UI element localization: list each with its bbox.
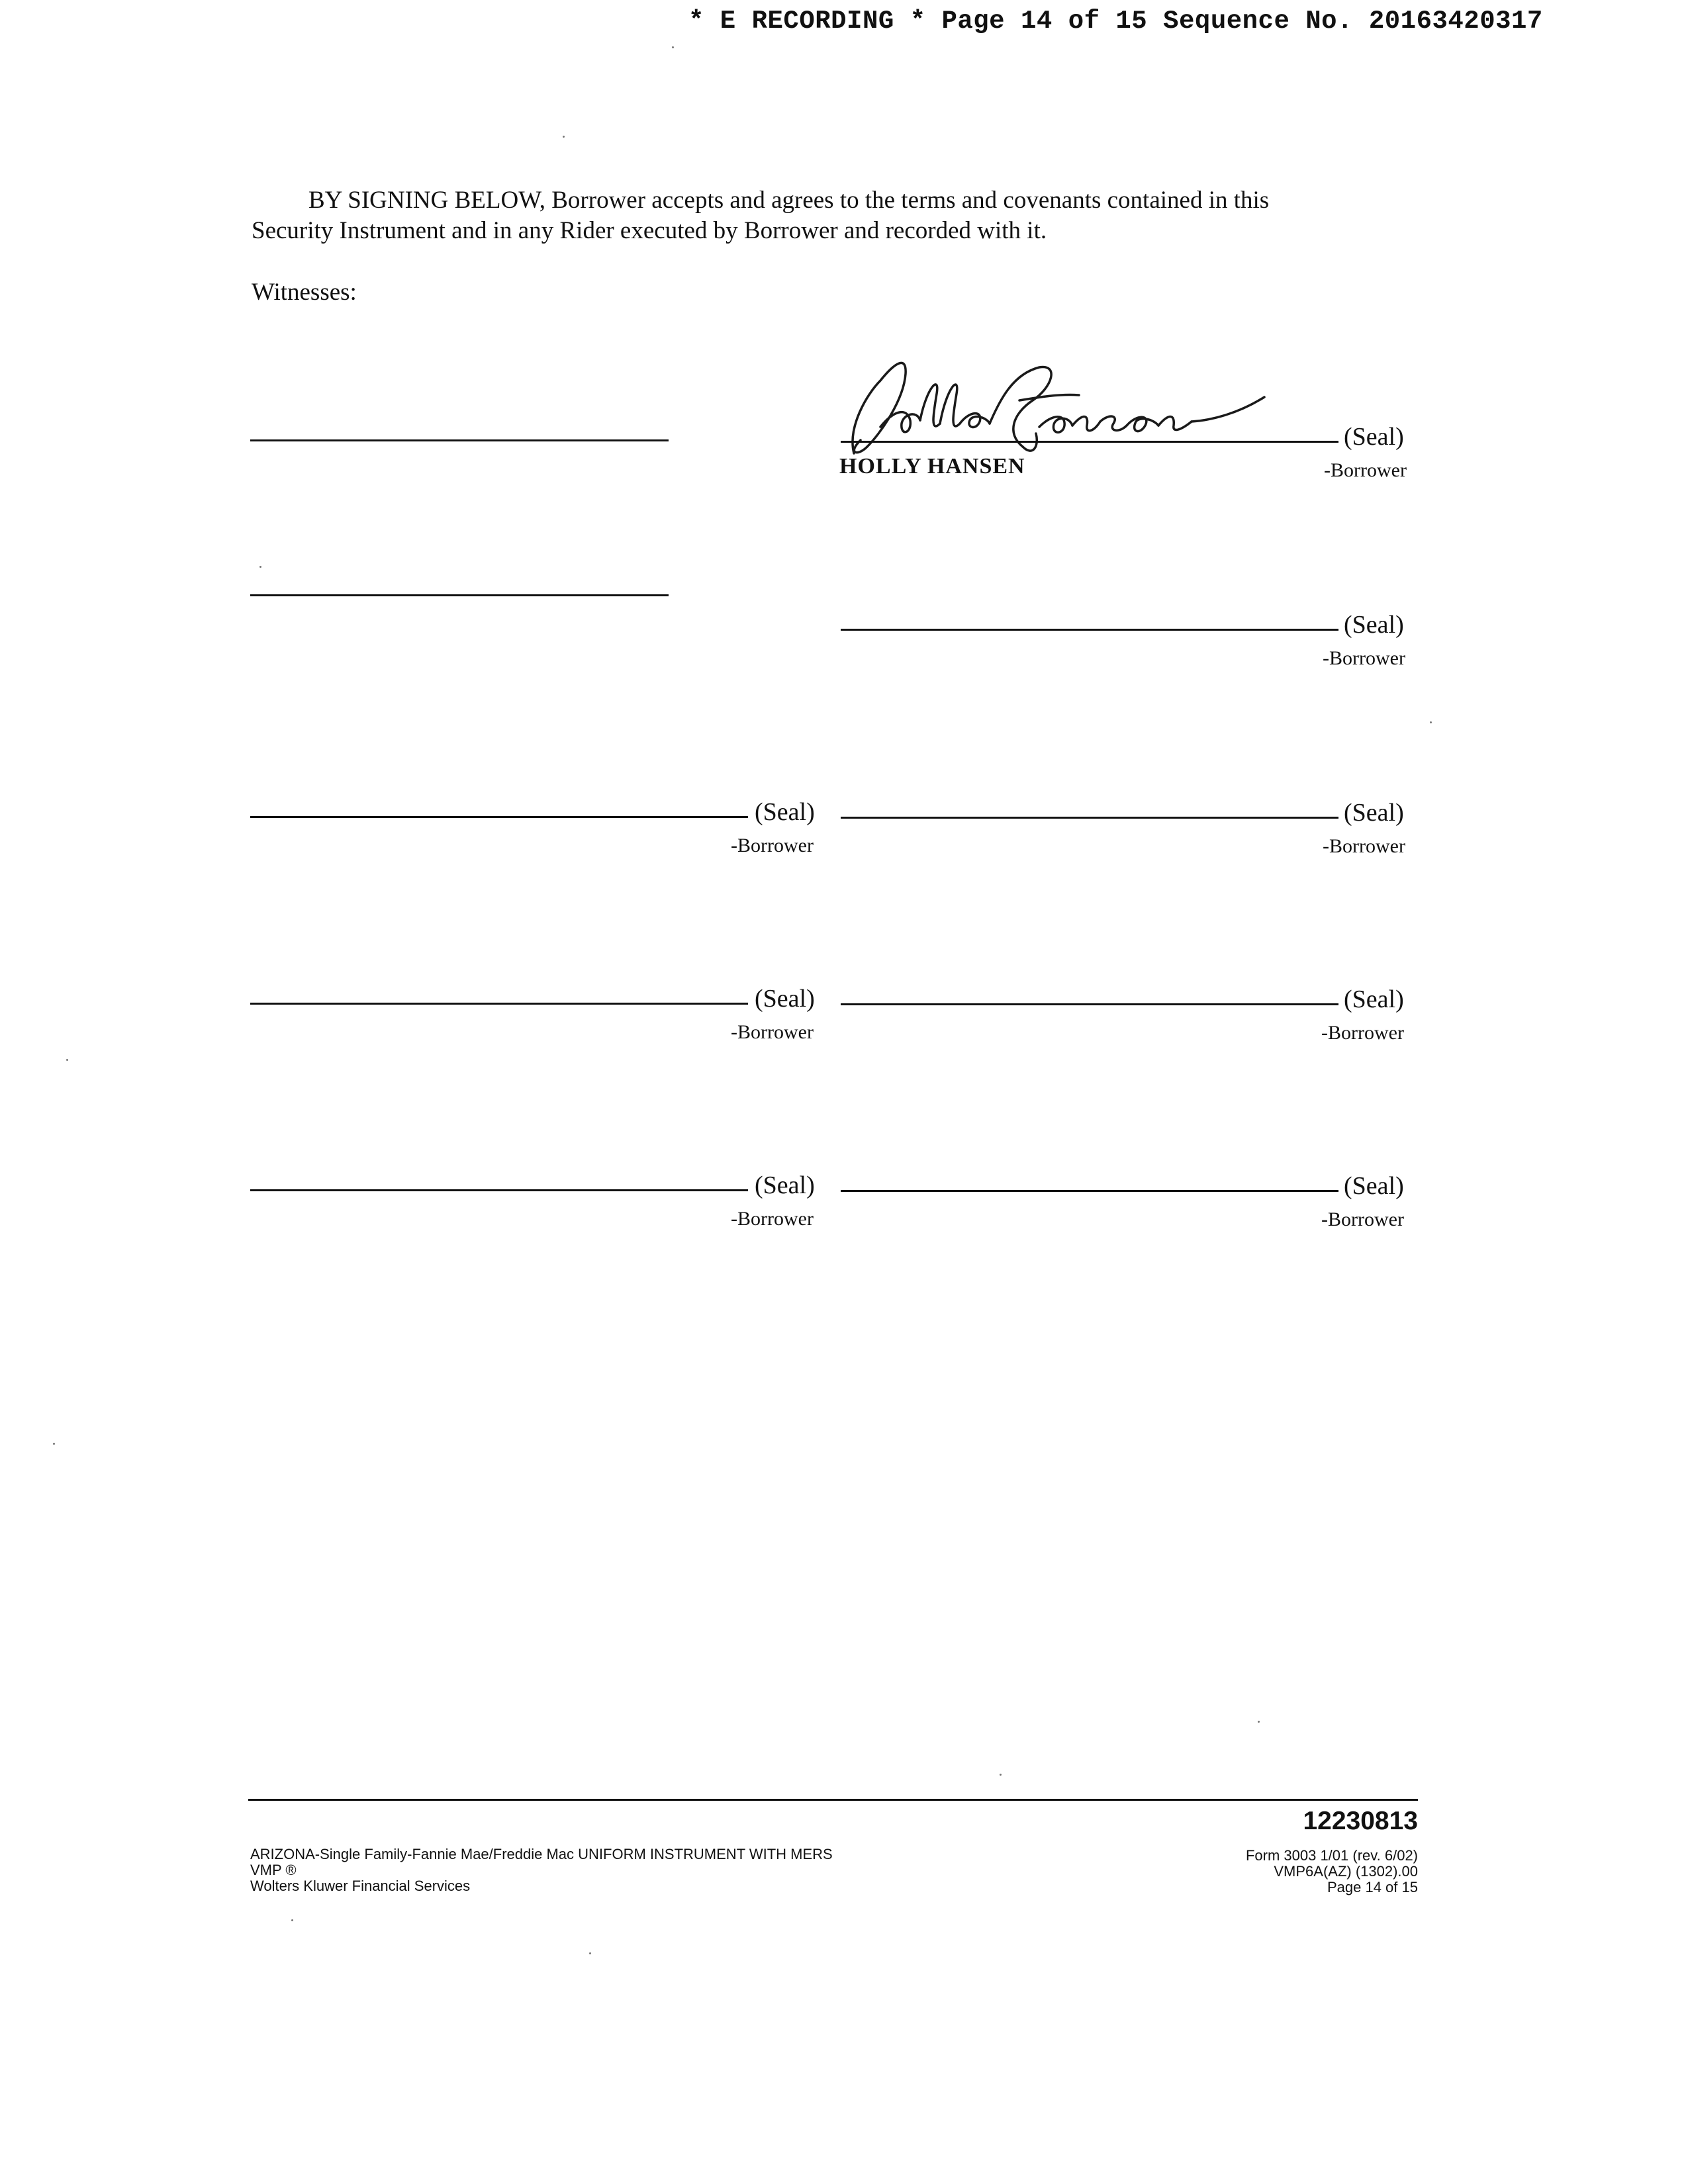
borrower-role-label-1: -Borrower (1324, 459, 1407, 481)
seal-label-3-left: (Seal) (755, 798, 815, 826)
page-number: Page 14 of 15 (1327, 1879, 1418, 1895)
borrower-signature-line-3-left (250, 816, 748, 818)
seal-label-2: (Seal) (1344, 611, 1404, 639)
form-title: ARIZONA-Single Family-Fannie Mae/Freddie Mac UNIFORM INSTRUMENT WITH MERS (250, 1846, 833, 1862)
borrower-signature-line-3-right (841, 817, 1338, 819)
seal-label-5-left: (Seal) (755, 1171, 815, 1199)
signing-statement (252, 185, 1417, 246)
borrower-role-label-3-right: -Borrower (1323, 835, 1405, 857)
witness-signature-line-1 (250, 439, 669, 441)
footer-rule (248, 1799, 1418, 1801)
scan-speck (1258, 1721, 1260, 1723)
form-code: VMP6A(AZ) (1302).00 (1274, 1863, 1418, 1880)
scan-speck (259, 566, 261, 568)
handwritten-signature (841, 347, 1291, 467)
witness-signature-line-2 (250, 594, 669, 596)
seal-label-1: (Seal) (1344, 423, 1404, 451)
seal-label-4-left: (Seal) (755, 985, 815, 1013)
scan-speck (1430, 721, 1432, 723)
scan-speck (672, 46, 674, 48)
form-number: Form 3003 1/01 (rev. 6/02) (1245, 1847, 1418, 1864)
vendor-mark: VMP ® (250, 1862, 297, 1878)
borrower-role-label-2: -Borrower (1323, 647, 1405, 669)
witnesses-label: Witnesses: (252, 279, 357, 306)
recording-stamp: * E RECORDING * Page 14 of 15 Sequence No. 20163420317 (688, 7, 1543, 36)
borrower-role-label-5-right: -Borrower (1321, 1208, 1404, 1230)
borrower-signature-line-2 (841, 629, 1338, 631)
borrower-role-label-4-right: -Borrower (1321, 1022, 1404, 1044)
scan-speck (589, 1952, 591, 1954)
borrower-signature-line-5-right (841, 1190, 1338, 1192)
seal-label-3-right: (Seal) (1344, 799, 1404, 827)
borrower-name: HOLLY HANSEN (839, 454, 1025, 478)
borrower-signature-line-5-left (250, 1189, 748, 1191)
loan-number: 12230813 (1303, 1807, 1418, 1835)
borrower-role-label-4-left: -Borrower (731, 1021, 814, 1043)
signing-statement-line-1: BY SIGNING BELOW, Borrower accepts and agrees to the terms and covenants contained in this (308, 187, 1270, 214)
signing-statement-line-2: Security Instrument and in any Rider executed by Borrower and recorded with it. (252, 217, 1047, 244)
scan-speck (1000, 1774, 1002, 1776)
scan-speck (563, 136, 565, 138)
scan-speck (291, 1919, 293, 1921)
publisher-name: Wolters Kluwer Financial Services (250, 1878, 471, 1894)
borrower-role-label-3-left: -Borrower (731, 835, 814, 856)
borrower-signature-line-1 (841, 441, 1338, 443)
seal-label-4-right: (Seal) (1344, 985, 1404, 1013)
form-identifiers (1246, 1848, 1418, 1895)
borrower-role-label-5-left: -Borrower (731, 1208, 814, 1230)
seal-label-5-right: (Seal) (1344, 1172, 1404, 1200)
form-description (250, 1846, 833, 1894)
borrower-signature-line-4-right (841, 1003, 1338, 1005)
borrower-signature-line-4-left (250, 1003, 748, 1005)
scan-speck (66, 1059, 68, 1061)
scan-speck (53, 1443, 55, 1445)
